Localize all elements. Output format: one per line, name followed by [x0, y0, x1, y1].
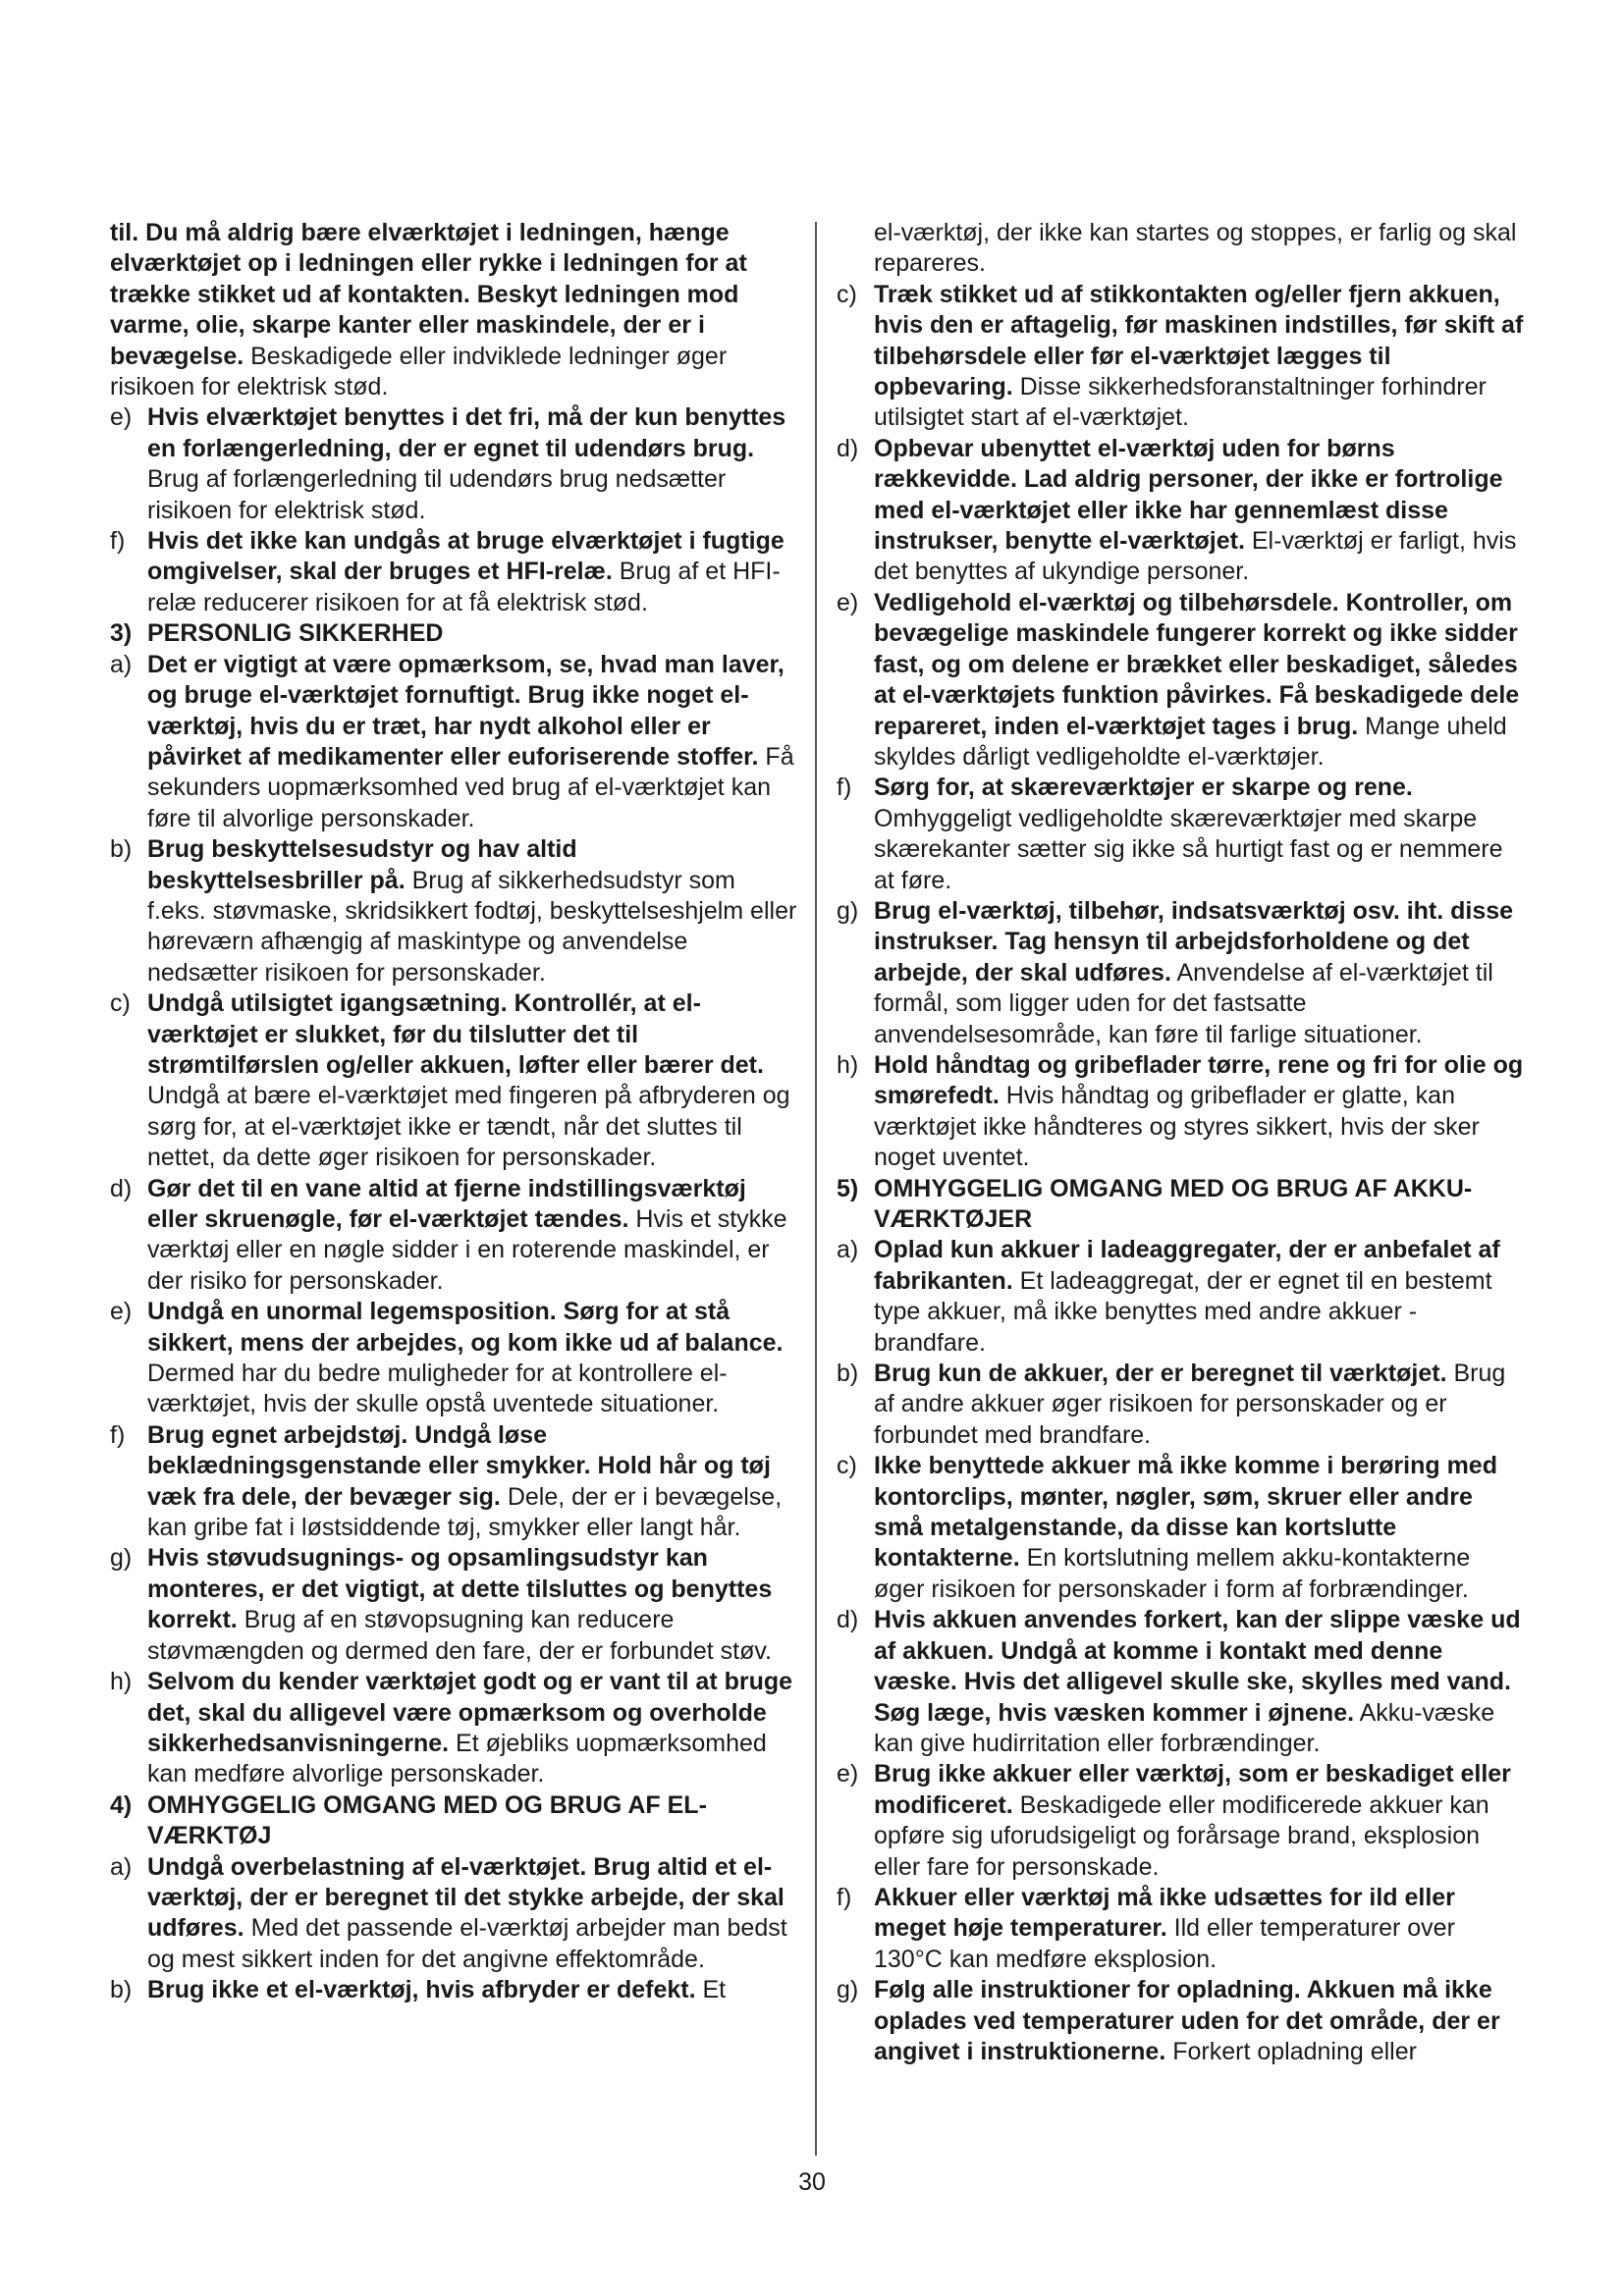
item-normal-text: Omhyggeligt vedligeholdte skæreværktøjer med skarpe skærekanter sætter sig ikke så hurtigt fast og er nemmere at føre.: [874, 804, 1503, 894]
left-column: [110, 218, 797, 2006]
item-normal-text: Mange uheld skyldes dårligt vedligeholdte el-værktøjer.: [874, 712, 1507, 771]
item-normal-text: Brug af andre akkuer øger risikoen for personskader og er forbundet med brandfare.: [874, 1360, 1506, 1449]
item-label: a): [110, 650, 133, 678]
item-bold-text: Hvis det ikke kan undgås at bruge elværktøjet i fugtige omgivelser, skal der bruges et HFI-relæ.: [147, 527, 785, 586]
item-normal-text: En kortslutning mellem akku-kontakterne øger risikoen for personskader i form af forbrændinger.: [874, 1544, 1471, 1603]
list-item: [837, 588, 1524, 773]
list-item: [837, 1759, 1524, 1883]
section-title: OMHYGGELIG OMGANG MED OG BRUG AF EL-VÆRKTØJ: [147, 1790, 707, 1850]
list-item: [110, 1420, 797, 1544]
list-item: [110, 1852, 797, 1976]
item-normal-text: Forkert opladning eller: [1165, 2037, 1417, 2065]
item-bold-text: Undgå overbelastning af el-værktøjet. Brug altid et el-værktøj, der er beregnet til det stykke arbejde, der skal udføres.: [147, 1852, 785, 1943]
page-number: 30: [798, 2168, 826, 2196]
list-item: [110, 1297, 797, 1420]
item-bold-text: Det er vigtigt at være opmærksom, se, hvad man laver, og bruge el-værktøjet fornuftigt. Brug ikke noget el-værktøj, hvis du er træt, har nydt alkohol eller er påvirket af medikamenter eller euforiserende stoffer.: [147, 650, 785, 771]
item-bold-text: Hvis støvudsugnings- og opsamlingsudstyr kan monteres, er det vigtigt, at dette tilsluttes og benyttes korrekt.: [147, 1544, 773, 1634]
list-item: [837, 1605, 1524, 1759]
item-normal-text: Brug af et HFI-relæ reducerer risikoen for at få elektrisk stød.: [147, 558, 781, 616]
item-bold-text: Hvis elværktøjet benyttes i det fri, må der kun benyttes en forlængerledning, der er egnet til udendørs brug.: [147, 403, 786, 462]
list-item: [110, 988, 797, 1173]
list-item: [837, 1975, 1524, 2067]
item-bold-text: Oplad kun akkuer i ladeaggregater, der er anbefalet af fabrikanten.: [874, 1236, 1500, 1295]
column-divider: [815, 222, 817, 2156]
list-item: [837, 896, 1524, 1050]
item-normal-text: Få sekunders uopmærksomhed ved brug af el-værktøjet kan føre til alvorlige personskader.: [147, 742, 794, 832]
item-label: b): [837, 1360, 859, 1388]
item-normal-text: Anvendelse af el-værktøjet til formål, som ligger uden for det fastsatte anvendelsesområde, kan føre til farlige situationer.: [874, 958, 1493, 1048]
item-normal-text: Hvis håndtag og gribeflader er glatte, kan værktøjet ikke håndteres og styres sikkert, hvis der sker noget uventet.: [874, 1082, 1480, 1172]
item-normal-text: Et øjebliks uopmærksomhed kan medføre alvorlige personskader.: [147, 1729, 767, 1789]
item-label: d): [110, 1174, 133, 1202]
item-bold-text: Sørg for, at skæreværktøjer er skarpe og rene.: [874, 774, 1413, 802]
list-item: [837, 1359, 1524, 1451]
section-heading: [110, 618, 797, 649]
list-item: [837, 773, 1524, 896]
item-bold-text: Undgå en unormal legemsposition. Sørg for at stå sikkert, mens der arbejdes, og kom ikke ud af balance.: [147, 1298, 784, 1357]
list-item: [837, 1451, 1524, 1605]
item-normal-text: Brug af sikkerhedsudstyr som f.eks. støvmaske, skridsikkert fodtøj, beskyttelseshjelm eller høreværn afhængig af maskintype og anvendelse nedsætter risikoen for personskader.: [147, 866, 797, 987]
list-item: [837, 280, 1524, 434]
item-label: f): [110, 527, 126, 556]
item-label: d): [837, 1606, 859, 1634]
intro-paragraph: [110, 218, 797, 402]
item-label: c): [837, 1452, 857, 1480]
item-bold-text: Brug ikke akkuer eller værktøj, som er beskadiget eller modificeret.: [874, 1760, 1511, 1819]
item-label: g): [110, 1544, 133, 1573]
list-item: [110, 1975, 797, 2005]
item-bold-text: Brug beskyttelsesudstyr og hav altid beskyttelsesbriller på.: [147, 835, 577, 894]
item-label: f): [837, 1883, 852, 1911]
item-label: e): [837, 1760, 859, 1789]
item-bold-text: Brug egnet arbejdstøj. Undgå løse beklædningsgenstande eller smykker. Hold hår og tøj væk fra dele, der bevæger sig.: [147, 1420, 771, 1511]
item-bold-text: Ikke benyttede akkuer må ikke komme i berøring med kontorclips, mønter, nøgler, søm, skruer eller andre små metalgenstande, da disse kan kortslutte kontakterne.: [874, 1452, 1497, 1573]
item-normal-text: Dele, der er i bevægelse, kan gribe fat i løstsiddende tøj, smykker eller langt hår.: [147, 1482, 783, 1542]
item-normal-text: Brug af en støvopsugning kan reducere støvmængden og dermed den fare, der er forbundet støv.: [147, 1606, 772, 1665]
section-title: PERSONLIG SIKKERHED: [147, 619, 444, 648]
intro-normal-text: el-værktøj, der ikke kan startes og stoppes, er farlig og skal repareres.: [874, 219, 1517, 278]
item-bold-text: Akkuer eller værktøj må ikke udsættes for ild eller meget høje temperaturer.: [874, 1883, 1455, 1943]
list-item: [110, 834, 797, 988]
item-normal-text: Et ladeaggregat, der er egnet til en bestemt type akkuer, må ikke benyttes med andre akkuer - brandfare.: [874, 1266, 1492, 1357]
list-item: [110, 1543, 797, 1667]
item-label: f): [837, 774, 852, 802]
item-label: f): [110, 1420, 126, 1449]
list-item: [837, 434, 1524, 588]
item-label: c): [110, 989, 131, 1018]
item-label: b): [110, 1976, 133, 2004]
item-bold-text: Følg alle instruktioner for opladning. Akkuen må ikke oplades ved temperaturer uden for det område, der er angivet i instruktionerne.: [874, 1976, 1500, 2065]
list-item: [837, 1883, 1524, 1975]
item-bold-text: Opbevar ubenyttet el-værktøj uden for børns rækkevidde. Lad aldrig personer, der ikke er fortrolige med el-værktøjet eller ikke har gennemlæst disse instrukser, benytte el-værktøjet.: [874, 434, 1503, 556]
item-normal-text: Ild eller temperaturer over 130°C kan medføre eksplosion.: [874, 1914, 1455, 1973]
item-bold-text: Brug ikke et el-værktøj, hvis afbryder er defekt.: [147, 1976, 696, 2004]
intro-bold-text: til. Du må aldrig bære elværktøjet i ledningen, hænge elværktøjet op i ledningen eller rykke i ledningen for at trække stikket ud af kontakten. Beskyt ledningen mod varme, olie, skarpe kanter eller maskindele, der er i bevægelse.: [110, 219, 747, 370]
item-bold-text: Brug el-værktøj, tilbehør, indsatsværktøj osv. iht. disse instrukser. Tag hensyn til arbejdsforholdene og det arbejde, der skal udføres.: [874, 896, 1514, 987]
continued-paragraph: [837, 218, 1524, 280]
section-number: 4): [110, 1790, 133, 1819]
section-number: 5): [837, 1174, 859, 1202]
item-normal-text: Dermed har du bedre muligheder for at kontrollere el-værktøjet, hvis der skulle opstå uventede situationer.: [147, 1360, 728, 1418]
item-label: e): [837, 588, 859, 616]
list-item: [110, 402, 797, 526]
item-bold-text: Hvis akkuen anvendes forkert, kan der slippe væske ud af akkuen. Undgå at komme i kontakt med denne væske. Hvis det alligevel skulle ske, skylles med vand. Søg læge, hvis væsken kommer i øjnene.: [874, 1606, 1521, 1727]
list-item: [837, 1235, 1524, 1359]
item-label: g): [837, 896, 859, 925]
item-label: e): [110, 403, 133, 432]
intro-normal-text: Beskadigede eller indviklede ledninger øger risikoen for elektrisk stød.: [110, 342, 728, 401]
item-label: c): [837, 280, 857, 308]
item-normal-text: Akku-væske kan give hudirritation eller forbrændinger.: [874, 1698, 1495, 1757]
item-bold-text: Gør det til en vane altid at fjerne indstillingsværktøj eller skruenøgle, før el-værktøjet tændes.: [147, 1174, 746, 1233]
item-normal-text: Hvis et stykke værktøj eller en nøgle sidder i en roterende maskindel, er der risiko for personskader.: [147, 1205, 787, 1295]
item-normal-text: Undgå at bære el-værktøjet med fingeren på afbryderen og sørg for, at el-værktøjet ikke er tændt, når det sluttes til nettet, da dette øger risikoen for personskader.: [147, 1082, 790, 1172]
item-label: h): [837, 1050, 859, 1079]
list-item: [110, 650, 797, 834]
list-item: [837, 1050, 1524, 1174]
item-bold-text: Hold håndtag og gribeflader tørre, rene og fri for olie og smørefedt.: [874, 1050, 1524, 1110]
item-label: b): [110, 835, 133, 864]
item-bold-text: Brug kun de akkuer, der er beregnet til værktøjet.: [874, 1360, 1447, 1388]
list-item: [110, 526, 797, 618]
item-bold-text: Selvom du kender værktøjet godt og er vant til at bruge det, skal du alligevel være opmærksom og overholde sikkerhedsanvisningerne.: [147, 1668, 793, 1757]
item-label: a): [110, 1852, 133, 1881]
right-column: [837, 218, 1524, 2067]
item-bold-text: Undgå utilsigtet igangsætning. Kontrollér, at el-værktøjet er slukket, før du tilslutter det til strømtilførslen og/eller akkuen, løfter eller bærer det.: [147, 989, 764, 1079]
item-normal-text: Disse sikkerhedsforanstaltninger forhindrer utilsigtet start af el-værktøjet.: [874, 373, 1487, 432]
item-label: g): [837, 1976, 859, 2004]
item-label: d): [837, 434, 859, 462]
item-label: a): [837, 1236, 859, 1264]
list-item: [110, 1174, 797, 1298]
item-normal-text: El-værktøj er farligt, hvis det benyttes af ukyndige personer.: [874, 527, 1517, 586]
section-heading: [837, 1174, 1524, 1236]
section-title: OMHYGGELIG OMGANG MED OG BRUG AF AKKU-VÆRKTØJER: [874, 1174, 1473, 1233]
section-number: 3): [110, 619, 133, 648]
item-bold-text: Træk stikket ud af stikkontakten og/eller fjern akkuen, hvis den er aftagelig, før maskinen indstilles, før skift af tilbehørsdele eller før el-værktøjet lægges til opbevaring.: [874, 280, 1524, 401]
item-normal-text: Brug af forlængerledning til udendørs brug nedsætter risikoen for elektrisk stød.: [147, 465, 727, 524]
item-label: h): [110, 1668, 133, 1696]
section-heading: [110, 1790, 797, 1852]
item-normal-text: Beskadigede eller modificerede akkuer kan opføre sig uforudsigeligt og forårsage brand, eksplosion eller fare for personskade.: [874, 1790, 1489, 1881]
list-item: [110, 1667, 797, 1790]
item-label: e): [110, 1298, 133, 1326]
item-bold-text: Vedligehold el-værktøj og tilbehørsdele. Kontroller, om bevægelige maskindele fungerer korrekt og ikke sidder fast, og om delene er brækket eller beskadiget, således at el-værktøjets funktion påvirkes. Få beskadigede dele repareret, inden el-værktøjet tages i brug.: [874, 588, 1520, 740]
item-normal-text: Med det passende el-værktøj arbejder man bedst og mest sikkert inden for det angivne effektområde.: [147, 1914, 787, 1973]
item-normal-text: Et: [695, 1976, 727, 2004]
